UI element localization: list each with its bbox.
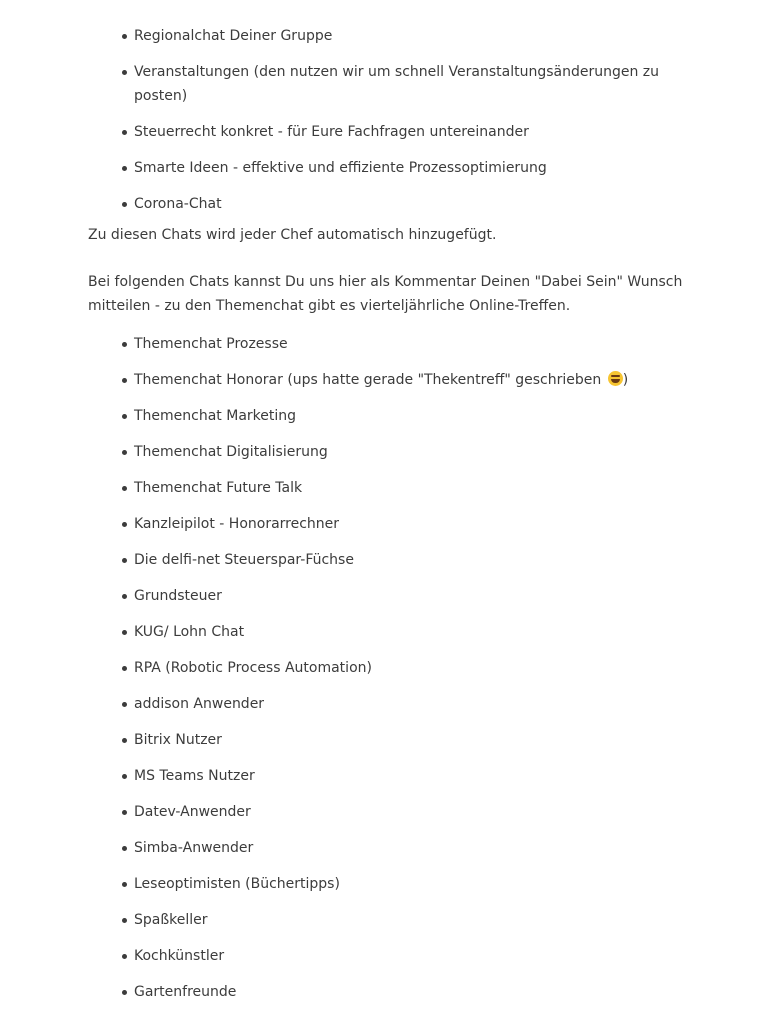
list-item: RPA (Robotic Process Automation) xyxy=(134,656,688,680)
list-item: Themenchat Digitalisierung xyxy=(134,440,688,464)
list-item: Regionalchat Deiner Gruppe xyxy=(134,24,688,48)
list-item: Steuerrecht konkret - für Eure Fachfragen untereinander xyxy=(134,120,688,144)
list-item: Bitrix Nutzer xyxy=(134,728,688,752)
list-item-text: Themenchat Honorar (ups hatte gerade "Thekentreff" geschrieben xyxy=(134,372,602,388)
list-item: Corona-Chat xyxy=(134,192,688,216)
list-item: Themenchat Marketing xyxy=(134,404,688,428)
post-content xyxy=(88,24,688,1016)
list-item: Leseoptimisten (Büchertipps) xyxy=(134,872,688,896)
laughing-face-icon xyxy=(608,371,623,386)
list-item: Die delfi-net Steuerspar-Füchse xyxy=(134,548,688,572)
auto-chat-list xyxy=(88,24,688,216)
list-item xyxy=(134,368,688,392)
list-item: Grundsteuer xyxy=(134,584,688,608)
list-item: Themenchat Future Talk xyxy=(134,476,688,500)
list-item: KUG/ Lohn Chat xyxy=(134,620,688,644)
optin-note: Bei folgenden Chats kannst Du uns hier als Kommentar Deinen "Dabei Sein" Wunsch mitteilen - zu den Themenchat gibt es vierteljährliche Online-Treffen. xyxy=(88,274,683,314)
list-item: Kanzleipilot - Honorarrechner xyxy=(134,512,688,536)
list-item: addison Anwender xyxy=(134,692,688,716)
list-item: Spaßkeller xyxy=(134,908,688,932)
list-item: Smarte Ideen - effektive und effiziente Prozessoptimierung xyxy=(134,156,688,180)
list-item: Gartenfreunde xyxy=(134,980,688,1004)
list-item: Datev-Anwender xyxy=(134,800,688,824)
list-item-suffix: ) xyxy=(622,372,629,388)
auto-add-note: Zu diesen Chats wird jeder Chef automatisch hinzugefügt. xyxy=(88,227,497,243)
list-item: MS Teams Nutzer xyxy=(134,764,688,788)
optin-chat-list xyxy=(88,332,688,1004)
list-item: Simba-Anwender xyxy=(134,836,688,860)
list-item: Themenchat Prozesse xyxy=(134,332,688,356)
list-item: Veranstaltungen (den nutzen wir um schnell Veranstaltungsänderungen zu posten) xyxy=(134,60,688,108)
list-item: Kochkünstler xyxy=(134,944,688,968)
